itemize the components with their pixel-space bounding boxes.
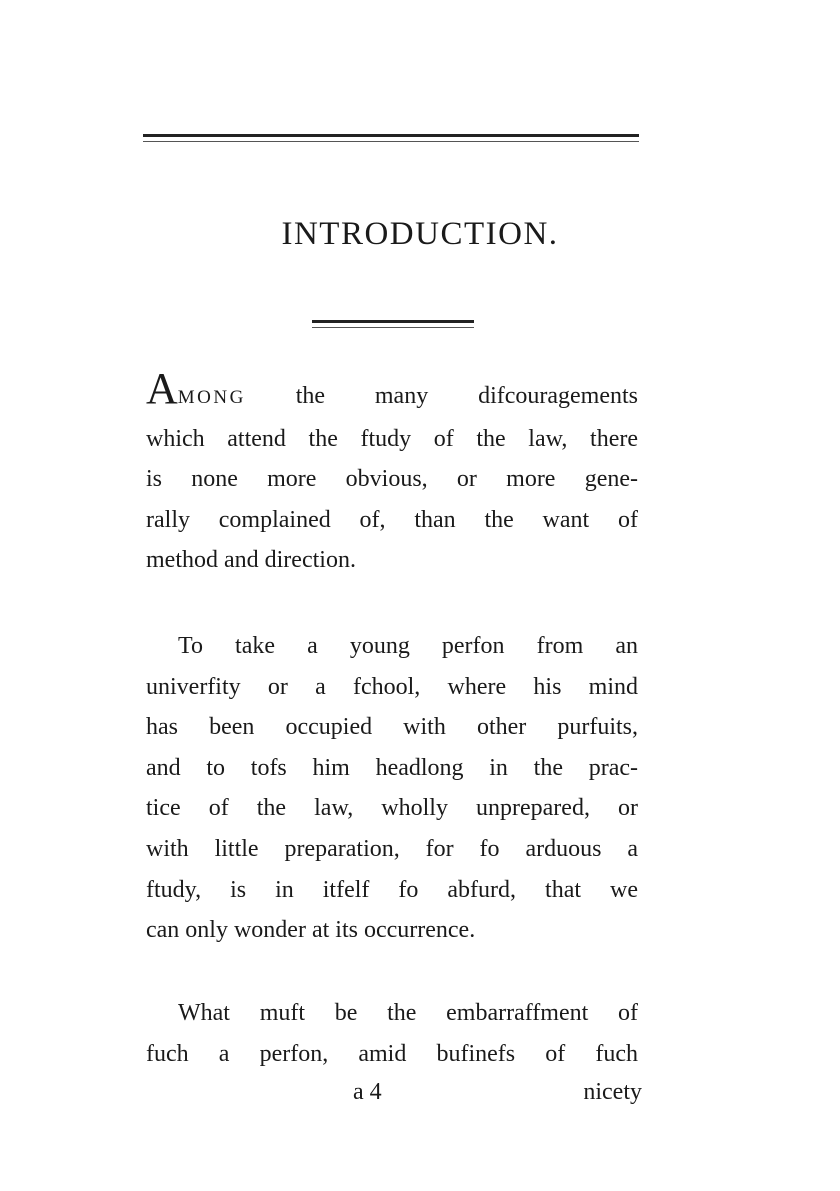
paragraph-line: ftudy, is in itfelf fo abfurd, that we	[146, 876, 638, 903]
paragraph-line: What muft be the embarraffment of	[178, 1000, 638, 1026]
paragraph-line: method and direction.	[146, 547, 356, 574]
paragraph-line: To take a young perfon from an	[178, 633, 638, 659]
page-title: INTRODUCTION.	[281, 216, 559, 252]
paragraph-line: can only wonder at its occurrence.	[146, 917, 476, 944]
paragraph-line: has been occupied with other purfuits,	[146, 714, 638, 741]
paragraph-line: rally complained of, than the want of	[146, 506, 638, 533]
paragraph-line: is none more obvious, or more gene-	[146, 466, 638, 493]
top-double-rule-thin	[143, 141, 639, 142]
paragraph-line: which attend the ftudy of the law, there	[146, 425, 638, 452]
top-double-rule	[143, 134, 639, 137]
signature-mark: a 4	[353, 1079, 382, 1105]
paragraph-1	[146, 364, 638, 581]
title-ornament-rule-thin	[312, 327, 474, 328]
paragraph-line: and to tofs him headlong in the prac-	[146, 754, 638, 781]
paragraph-line: AMONG the many difcouragements	[146, 364, 638, 413]
title-ornament-rule	[312, 320, 474, 323]
paragraph-line: with little preparation, for fo arduous a	[146, 835, 638, 862]
paragraph-3	[146, 993, 638, 1074]
drop-cap: A	[146, 364, 178, 413]
paragraph-2	[146, 626, 638, 951]
small-caps-word: MONG	[177, 387, 246, 408]
catchword: nicety	[583, 1079, 642, 1105]
paragraph-line: fuch a perfon, amid bufinefs of fuch	[146, 1040, 638, 1067]
paragraph-line: tice of the law, wholly unprepared, or	[146, 795, 638, 822]
paragraph-line: univerfity or a fchool, where his mind	[146, 673, 638, 700]
